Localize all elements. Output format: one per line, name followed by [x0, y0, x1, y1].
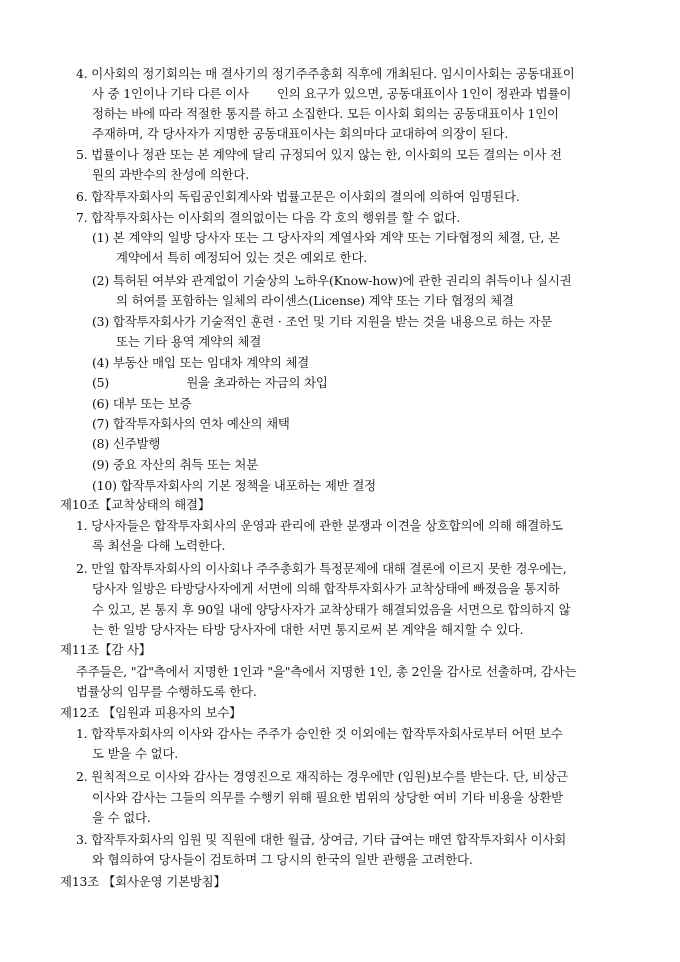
document-text-line: 수 있고, 본 통지 후 90일 내에 양당사자가 교착상태가 해결되었음을 서면으로 합의하지 않 [92, 602, 571, 617]
document-text-line: 와 협의하여 당사들이 검토하며 그 당시의 한국의 일반 관행을 고려한다. [92, 852, 473, 867]
document-text-line: (2) 특허된 여부와 관계없이 기술상의 노하우(Know-how)에 관한 권리의 취득이나 실시권 [92, 273, 572, 288]
document-text-line: 정하는 바에 따라 적절한 통지를 하고 소집한다. 모든 이사회 회의는 공동대표이사 1인이 [92, 106, 559, 121]
document-text-line: 3. 합작투자회사의 임원 및 직원에 대한 월급, 상여금, 기타 급여는 매연 합작투자회사 이사회 [76, 832, 567, 847]
article-heading: 제10조【교착상태의 해결】 [60, 497, 211, 512]
document-text-line: 이사와 감사는 그들의 의무를 수행키 위해 필요한 범위의 상당한 여비 기타 비용을 상환받 [92, 790, 563, 805]
document-text-line: 또는 기타 용역 계약의 체결 [116, 334, 262, 349]
document-text-line: (9) 중요 자산의 취득 또는 처분 [92, 457, 259, 472]
document-text-line: 2. 원칙적으로 이사와 감사는 경영진으로 재직하는 경우에만 (임원)보수를 받는다. 단, 비상근 [76, 769, 568, 784]
document-text-line: (3) 합작투자회사가 기술적인 훈련 · 조언 및 기타 지원을 받는 것을 내용으로 하는 자문 [92, 314, 553, 329]
document-text-line: 록 최선을 다해 노력한다. [92, 538, 226, 553]
document-text-line: 의 허여를 포함하는 일체의 라이센스(License) 계약 또는 기타 협정의 체결 [116, 293, 514, 308]
document-text-line: 6. 합작투자회사의 독립공인회계사와 법률고문은 이사회의 결의에 의하여 임명된다. [76, 189, 520, 204]
document-text-line: 1. 합작투자회사의 이사와 감사는 주주가 승인한 것 이외에는 합작투자회사로부터 어떤 보수 [76, 726, 563, 741]
document-text-line: (4) 부동산 매입 또는 임대차 계약의 체결 [92, 355, 310, 370]
document-text-line: 5. 법률이나 정관 또는 본 계약에 달리 규정되어 있지 않는 한, 이사회의 모든 결의는 이사 전 [76, 147, 562, 162]
document-text-line: (5) 원을 초과하는 자금의 차입 [92, 375, 328, 390]
document-text-line: 주주들은, "갑"측에서 지명한 1인과 "을"측에서 지명한 1인, 총 2인을 감사로 선출하며, 감사는 [76, 664, 577, 679]
article-heading: 제12조 【임원과 피용자의 보수】 [60, 705, 242, 720]
document-text-line: 7. 합작투자회사는 이사회의 결의없이는 다음 각 호의 행위를 할 수 없다. [76, 210, 461, 225]
document-text-line: (1) 본 계약의 일방 당사자 또는 그 당사자의 계열사와 계약 또는 기타협정의 체결, 단, 본 [92, 230, 560, 245]
document-text-line: (7) 합작투자회사의 연차 예산의 채택 [92, 416, 290, 431]
document-text-line: 1. 당사자들은 합작투자회사의 운영과 관리에 관한 분쟁과 이견을 상호합의에 의해 해결하도 [76, 518, 563, 533]
document-text-line: 을 수 없다. [92, 810, 151, 825]
document-text-line: 사 중 1인이나 기타 다른 이사 인의 요구가 있으면, 공동대표이사 1인이 정관과 법률이 [92, 86, 572, 101]
document-text-line: (6) 대부 또는 보증 [92, 396, 192, 411]
document-text-line: (10) 합작투자회사의 기본 정책을 내포하는 제반 결정 [92, 478, 376, 493]
document-text-line: 계약에서 특히 예정되어 있는 것은 예외로 한다. [116, 250, 368, 265]
document-text-line: 도 받을 수 없다. [92, 746, 179, 761]
document-text-line: 2. 만일 합작투자회사의 이사회나 주주총회가 특정문제에 대해 결론에 이르지 못한 경우에는, [76, 561, 567, 576]
document-text-line: 법률상의 임무를 수행하도록 한다. [76, 684, 257, 699]
article-heading: 제13조 【회사운영 기본방침】 [60, 874, 226, 889]
document-text-line: 원의 과반수의 찬성에 의한다. [92, 167, 249, 182]
article-heading: 제11조【감 사】 [60, 642, 152, 657]
document-text-line: 는 한 일방 당사자는 타방 당사자에 대한 서면 통지로써 본 계약을 해지할 수 있다. [92, 622, 524, 637]
document-text-line: 당사자 일방은 타방당사자에게 서면에 의해 합작투자회사가 교착상태에 빠졌음을 통지하 [92, 581, 560, 596]
document-text-line: 4. 이사회의 정기회의는 매 결사기의 정기주주총회 직후에 개최된다. 임시이사회는 공동대표이 [76, 66, 575, 81]
document-text-line: 주재하며, 각 당사자가 지명한 공동대표이사는 회의마다 교대하여 의장이 된다. [92, 126, 509, 141]
document-text-line: (8) 신주발행 [92, 436, 161, 451]
